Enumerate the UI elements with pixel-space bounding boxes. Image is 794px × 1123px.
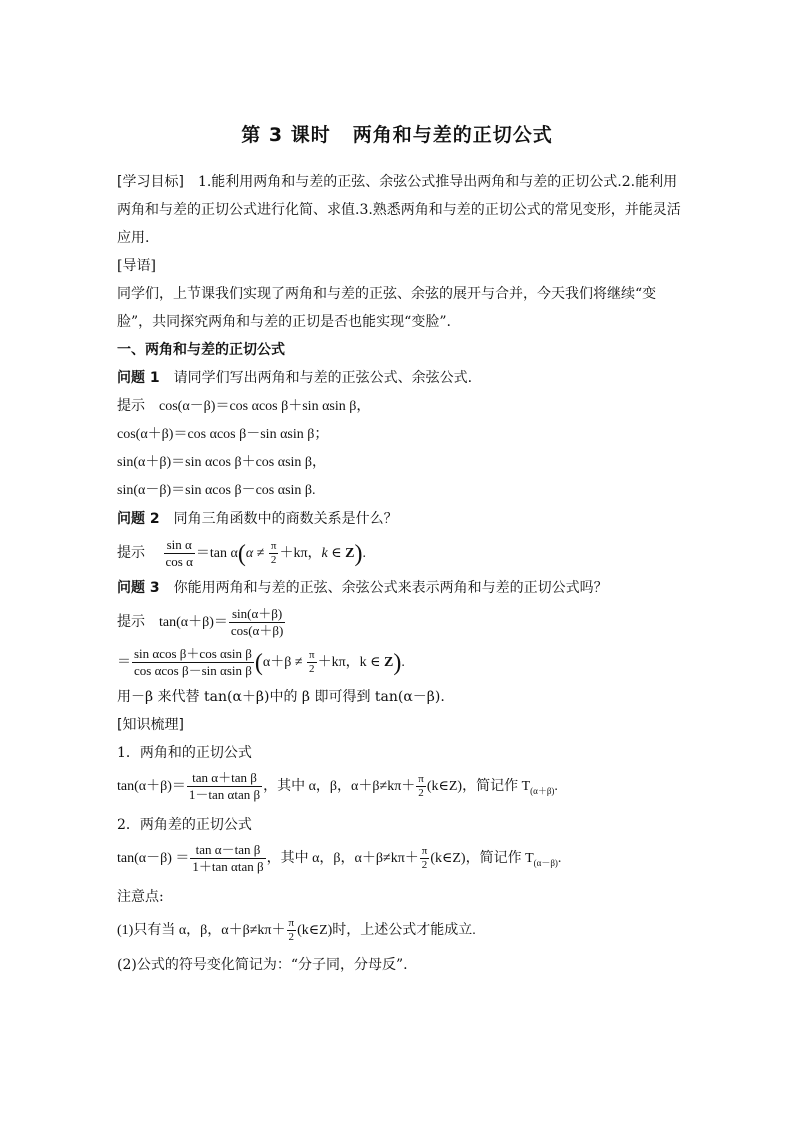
question-2: 问题 2 同角三角函数中的商数关系是什么？ xyxy=(117,511,398,527)
formula-sin-plus: sin(α＋β)＝sin αcos β＋cos αsin β， xyxy=(117,455,327,470)
fraction-sin-over-cos: $\frac{\text{sin α}}{\text{cos α}}$ xyxy=(165,537,193,570)
knowledge-item-2: 2．两角差的正切公式 xyxy=(117,816,252,833)
fraction-sin-cos-sum: $\frac{\sin(\alpha+\beta)}{\cos(\alpha+\beta)}$ xyxy=(230,606,284,639)
hint-2: 提示 $\frac{\text{sin α}}{\text{cos α}}$ ＝tan α(α ≠ $\frac{\pi}{2}$ ＋kπ，k ∈ Z). xyxy=(117,537,366,570)
knowledge-item-1: 1．两角和的正切公式 xyxy=(117,745,252,761)
formula-sin-minus: sin(α－β)＝sin αcos β－cos αsin β. xyxy=(117,483,316,498)
question-3: 问题 3 你能用两角和与差的正弦、余弦公式来表示两角和与差的正切公式吗？ xyxy=(117,580,608,596)
formula-cos-plus: cos(α＋β)＝cos αcos β－sin αsin β； xyxy=(117,427,329,442)
tan-diff-formula: tan(α－β) ＝ $\frac{\text{tan α－tan β}}{\text{1＋tan αtan β}}$ ，其中 α，β，α＋β≠kπ＋ $\frac{\pi}{2}$ (k∈Z)，简记作 $T_{(\alpha-\beta)}$. xyxy=(117,842,562,875)
fraction-tan-diff: $\frac{\text{tan α－tan β}}{\text{1＋tan αtan β}}$ xyxy=(192,842,264,875)
fraction-tan-sum: $\frac{\text{tan α＋tan β}}{\text{1－tan αtan β}}$ xyxy=(188,770,261,803)
intro-text: 同学们，上节课我们实现了两角和与差的正弦、余弦的展开与合并，今天我们将继续“变脸”，共同探究两角和与差的正切是否也能实现“变脸”. xyxy=(117,286,657,330)
lesson-number: 第 3 课时 xyxy=(241,124,331,146)
page-title xyxy=(0,120,794,147)
section-heading: 一、两角和与差的正切公式 xyxy=(117,342,285,358)
note-1: (1)只有当 α，β，α＋β≠kπ＋ $\frac{\pi}{2}$ (k∈Z)时，上述公式才能成立. xyxy=(117,916,476,943)
learning-objectives: [学习目标] 1.能利用两角和与差的正弦、余弦公式推导出两角和与差的正切公式.2.能利用两角和与差的正切公式进行化简、求值.3.熟悉两角和与差的正切公式的常见变形，并能灵活应用. xyxy=(117,174,681,246)
hint-1: 提示 cos(α－β)＝cos αcos β＋sin αsin β， xyxy=(117,398,371,414)
fraction-expansion: $\frac{\text{sin αcos β＋cos αsin β}}{\text{cos αcos β－sin αsin β}}$ xyxy=(134,646,252,679)
hint-3: 提示 tan(α＋β)＝ $\frac{\sin(\alpha+\beta)}{\cos(\alpha+\beta)}$ xyxy=(117,606,284,639)
lesson-topic: 两角和与差的正切公式 xyxy=(352,124,553,146)
question-1: 问题 1 请同学们写出两角和与差的正弦公式、余弦公式. xyxy=(117,370,473,386)
note-2: (2)公式的符号变化简记为：“分子同，分母反”. xyxy=(117,956,408,973)
knowledge-label: [知识梳理] xyxy=(117,717,184,733)
replace-statement: 用－β 来代替 tan(α＋β)中的 β 即可得到 tan(α－β). xyxy=(117,689,445,705)
intro-label: [导语] xyxy=(117,258,156,274)
notes-label: 注意点: xyxy=(117,888,164,905)
hint-3-expansion: ＝ $\frac{\text{sin αcos β＋cos αsin β}}{\text{cos αcos β－sin αsin β}}$ (α＋β ≠ $\frac{\pi}{2}$ ＋kπ，k ∈ Z). xyxy=(117,646,405,679)
document-body xyxy=(117,168,687,979)
tan-sum-formula: tan(α＋β)＝ $\frac{\text{tan α＋tan β}}{\text{1－tan αtan β}}$ ，其中 α，β，α＋β≠kπ＋ $\frac{\pi}{2}$ (k∈Z)，简记作 $T_{(\alpha+\beta)}$. xyxy=(117,770,558,803)
